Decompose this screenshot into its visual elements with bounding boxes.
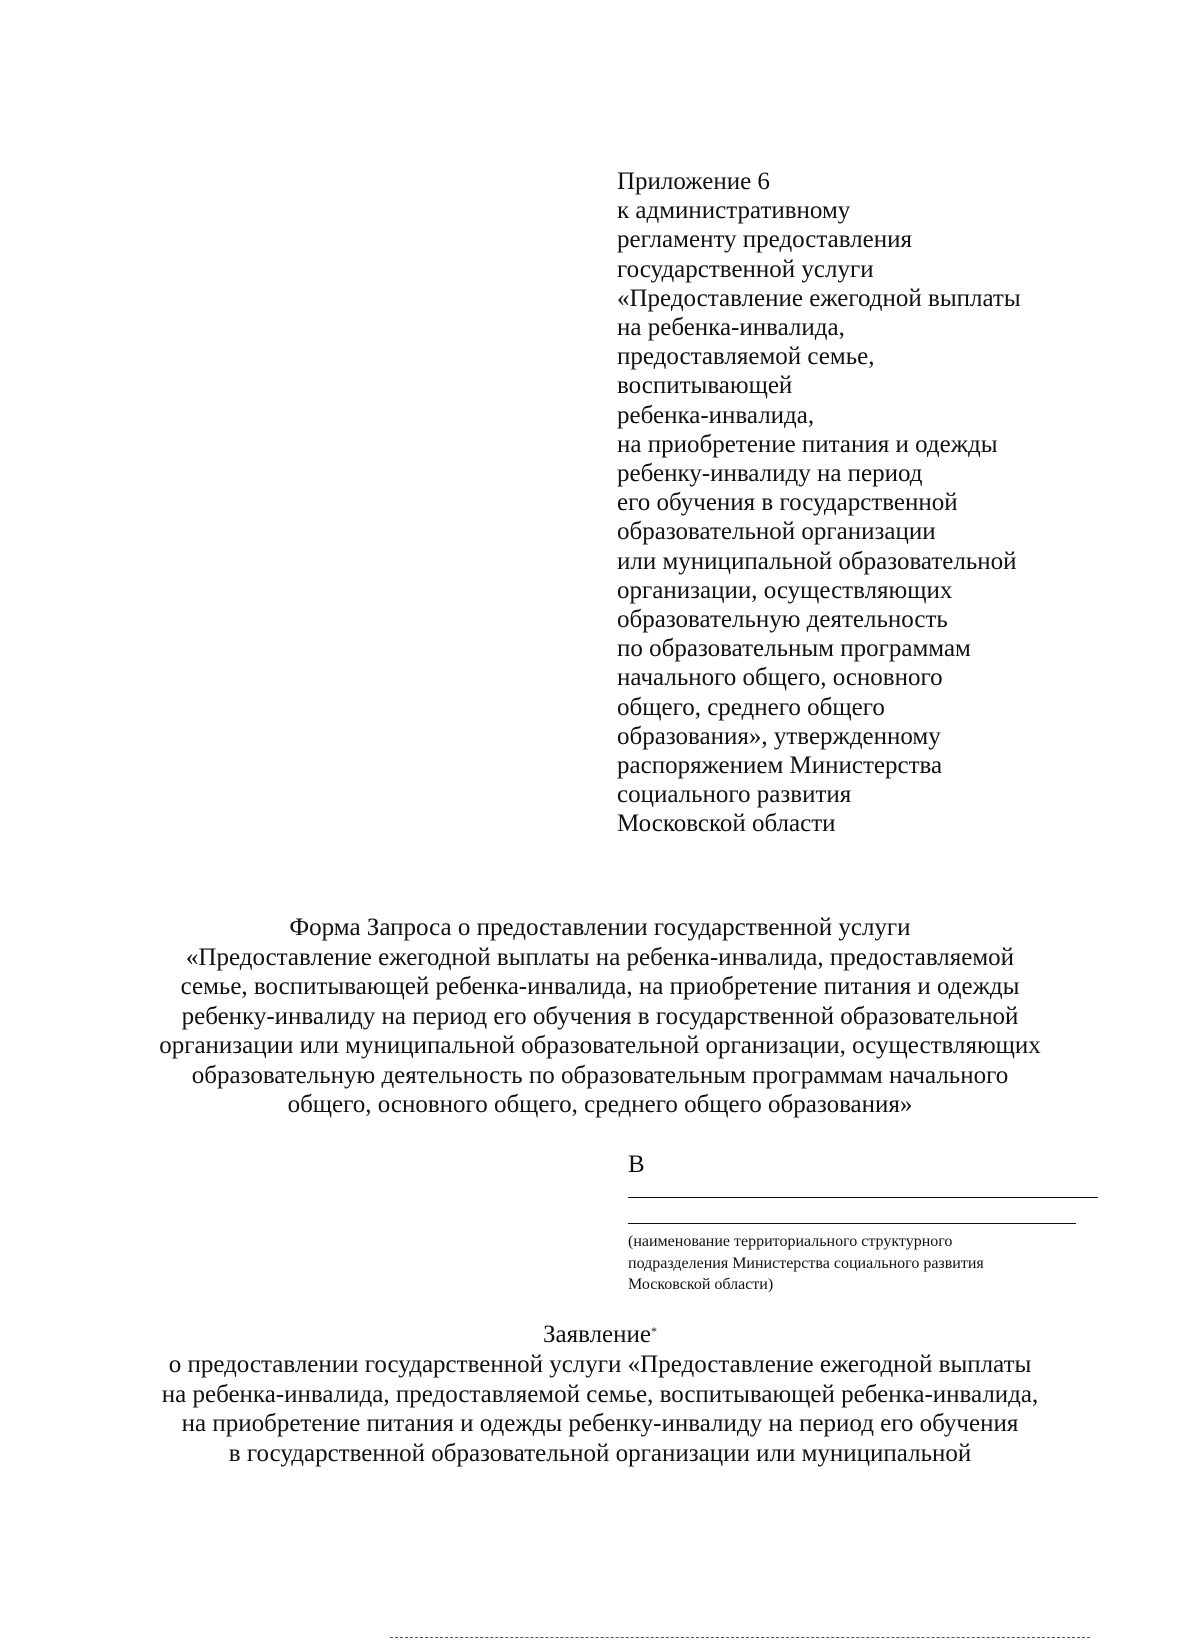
- form-title-line: ребенку-инвалиду на период его обучения в государственной образовательной: [181, 1002, 1019, 1030]
- form-title-line: семье, воспитывающей ребенка-инвалида, на приобретение питания и одежды: [180, 973, 1020, 1000]
- appendix-line: государственной услуги: [617, 255, 874, 283]
- form-title-line: общего, основного общего, среднего общего образования»: [287, 1091, 913, 1118]
- appendix-line: образовательную деятельность: [617, 606, 948, 634]
- statement-line: о предоставлении государственной услуги «Предоставление ежегодной выплаты: [168, 1351, 1032, 1378]
- appendix-line: воспитывающей: [617, 372, 793, 400]
- form-title-line: Форма Запроса о предоставлении государственной услуги: [289, 914, 911, 941]
- appendix-line: Приложение 6: [617, 168, 770, 195]
- footnote-marker: *: [651, 1324, 658, 1338]
- form-title-line: организации или муниципальной образовательной организации, осуществляющих: [159, 1032, 1041, 1059]
- statement-line: на приобретение питания и одежды ребенку-инвалиду на период его обучения: [181, 1410, 1019, 1437]
- appendix-line: общего, среднего общего: [617, 693, 885, 721]
- statement-line: в государственной образовательной организации или муниципальной: [228, 1439, 972, 1467]
- appendix-line: на приобретение питания и одежды: [617, 430, 998, 458]
- form-title: [100, 913, 1100, 1120]
- statement-title: [100, 1320, 1100, 1350]
- recipient-fill-line[interactable]: [628, 1197, 1098, 1198]
- appendix-line: к административному: [617, 197, 851, 225]
- appendix-line: образования», утвержденному: [617, 722, 941, 750]
- appendix-line: начального общего, основного: [617, 664, 943, 692]
- statement-line: на ребенка-инвалида, предоставляемой семье, воспитывающей ребенка-инвалида,: [161, 1380, 1039, 1408]
- appendix-line: ребенка-инвалида,: [617, 401, 815, 429]
- form-title-line: образовательную деятельность по образовательным программам начального: [191, 1061, 1009, 1089]
- page-bottom-rule: [390, 1637, 1090, 1638]
- appendix-line: или муниципальной образовательной: [617, 547, 1017, 575]
- appendix-line: «Предоставление ежегодной выплаты: [617, 284, 1021, 312]
- appendix-line: социального развития: [617, 781, 852, 809]
- appendix-line: распоряжением Министерства: [617, 752, 943, 780]
- statement-body: [100, 1350, 1100, 1468]
- appendix-line: на ребенка-инвалида,: [617, 314, 845, 342]
- appendix-line: Московской области: [617, 810, 836, 838]
- appendix-header: [617, 167, 1117, 839]
- appendix-line: регламенту предоставления: [617, 226, 913, 254]
- appendix-line: по образовательным программам: [617, 635, 971, 663]
- appendix-line: предоставляемой семье,: [617, 343, 875, 371]
- recipient-prefix: В: [628, 1151, 645, 1178]
- appendix-line: образовательной организации: [617, 518, 936, 546]
- caption-line: подразделения Министерства социального развития: [628, 1254, 984, 1272]
- caption-line: (наименование территориального структурного: [628, 1233, 953, 1250]
- appendix-line: ребенку-инвалиду на период: [617, 460, 923, 488]
- statement-title-text: Заявление: [542, 1321, 652, 1348]
- form-title-line: «Предоставление ежегодной выплаты на ребенка-инвалида, предоставляемой: [185, 943, 1015, 971]
- recipient-caption: [628, 1231, 1098, 1296]
- recipient-fill-line-2[interactable]: [628, 1223, 1076, 1224]
- appendix-line: его обучения в государственной: [617, 489, 958, 517]
- caption-line: Московской области): [628, 1276, 774, 1293]
- appendix-line: организации, осуществляющих: [617, 576, 953, 604]
